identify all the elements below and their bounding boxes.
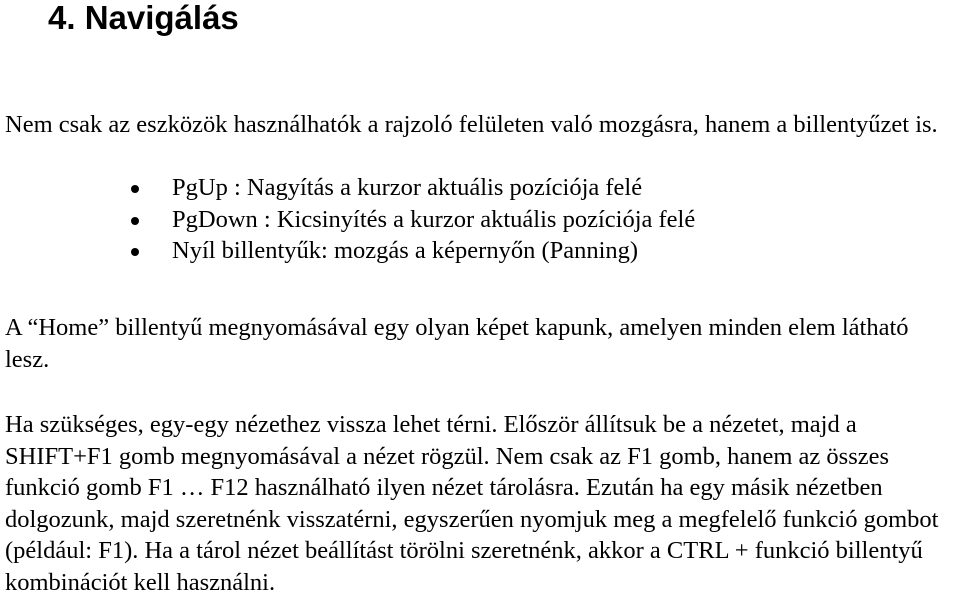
bullet-dot-icon [131, 185, 139, 193]
bullet-item-pgdown [0, 204, 960, 236]
bullet-text: PgDown : Kicsinyítés a kurzor aktuális pozíciója felé [172, 205, 696, 233]
bullet-text: PgUp : Nagyítás a kurzor aktuális pozíciója felé [172, 174, 643, 201]
section-heading: 4. Navigálás [48, 0, 239, 36]
intro-paragraph: Nem csak az eszközök használhatók a rajzoló felületen való mozgásra, hanem a billentyűzet is. [5, 111, 938, 138]
bullet-text: Nyíl billentyűk: mozgás a képernyőn (Panning) [172, 237, 639, 264]
key-bullet-list [0, 172, 960, 267]
saved-views-paragraph: Ha szükséges, egy-egy nézethez vissza lehet térni. Először állítsuk be a nézetet, majd a SHIFT+F1 gomb megnyomásával a nézet rögzül. Nem csak az F1 gomb, hanem az összes funkció gomb F1 … F12 használható ilyen nézet tárolásra. Ezután ha egy másik nézetben dolgozunk, majd szeretnénk visszatérni, egyszerűen nyomjuk meg a megfelelő funkció gombot (például: F1). Ha a tárol nézet beállítást törölni szeretnénk, akkor a CTRL + funkció billentyű kombinációt kell használni. [5, 411, 939, 596]
bullet-item-arrows [0, 235, 960, 267]
home-key-paragraph: A “Home” billentyű megnyomásával egy olyan képet kapunk, amelyen minden elem látható lesz. [5, 314, 909, 373]
bullet-item-pgup [0, 172, 960, 204]
bullet-dot-icon [131, 248, 139, 256]
bullet-dot-icon [131, 217, 139, 225]
